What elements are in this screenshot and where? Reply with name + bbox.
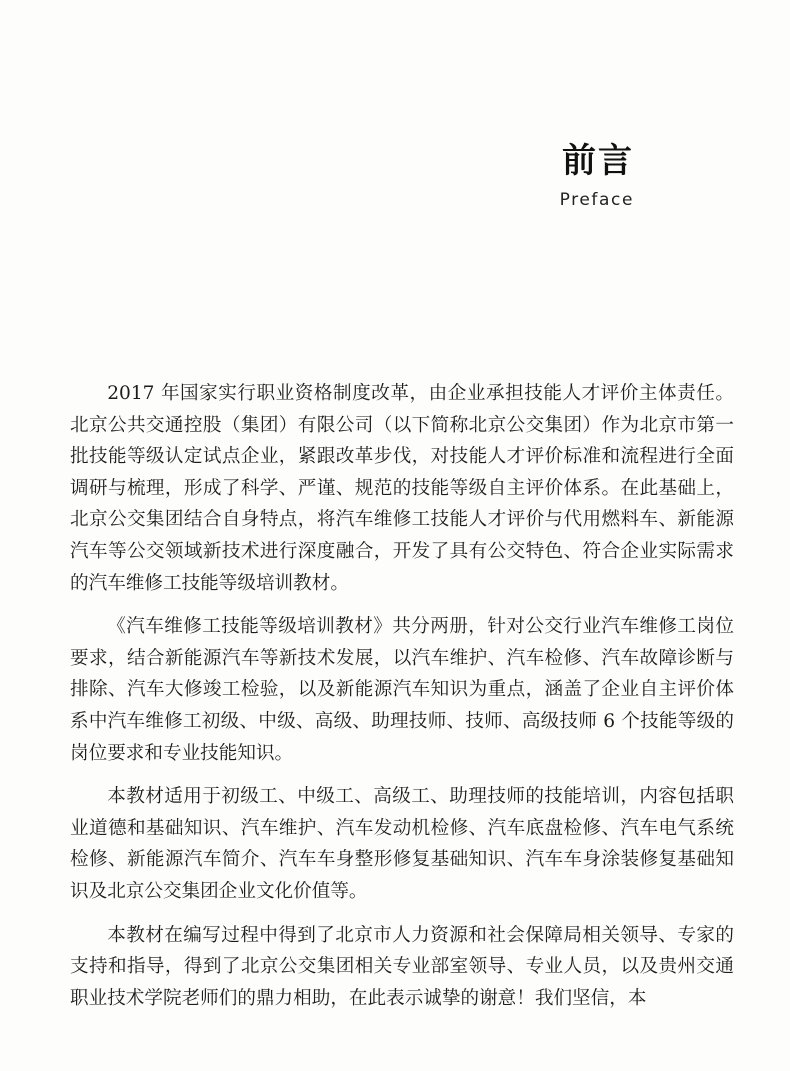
paragraph-4: 本教材在编写过程中得到了北京市人力资源和社会保障局相关领导、专家的支持和指导，得到了北京公交集团相关专业部室领导、专业人员，以及贵州交通职业技术学院老师们的鼎力相助，在此表示诚挚的谢意！我们坚信，本 xyxy=(70,924,734,1009)
page-subtitle: Preface xyxy=(559,190,634,210)
paragraph-2: 《汽车维修工技能等级培训教材》共分两册，针对公交行业汽车维修工岗位要求，结合新能源汽车等新技术发展，以汽车维护、汽车检修、汽车故障诊断与排除、汽车大修竣工检验，以及新能源汽车知识为重点，涵盖了企业自主评价体系中汽车维修工初级、中级、高级、助理技师、技师、高级技师 6 个技能等级的岗位要求和专业技能知识。 xyxy=(70,616,734,764)
paragraph-1: 2017 年国家实行职业资格制度改革，由企业承担技能人才评价主体责任。北京公共交通控股（集团）有限公司（以下简称北京公交集团）作为北京市第一批技能等级认定试点企业，紧跟改革步伐，对技能人才评价标准和流程进行全面调研与梳理，形成了科学、严谨、规范的技能等级自主评价体系。在此基础上，北京公交集团结合自身特点，将汽车维修工技能人才评价与代用燃料车、新能源汽车等公交领域新技术进行深度融合，开发了具有公交特色、符合企业实际需求的汽车维修工技能等级培训教材。 xyxy=(70,383,734,594)
paragraph-3: 本教材适用于初级工、中级工、高级工、助理技师的技能培训，内容包括职业道德和基础知识、汽车维护、汽车发动机检修、汽车底盘检修、汽车电气系统检修、新能源汽车简介、汽车车身整形修复基础知识、汽车车身涂装修复基础知识及北京公交集团企业文化价值等。 xyxy=(70,786,734,902)
page-title: 前言 xyxy=(562,141,634,181)
preface-heading xyxy=(560,138,634,210)
preface-body xyxy=(70,378,734,1026)
